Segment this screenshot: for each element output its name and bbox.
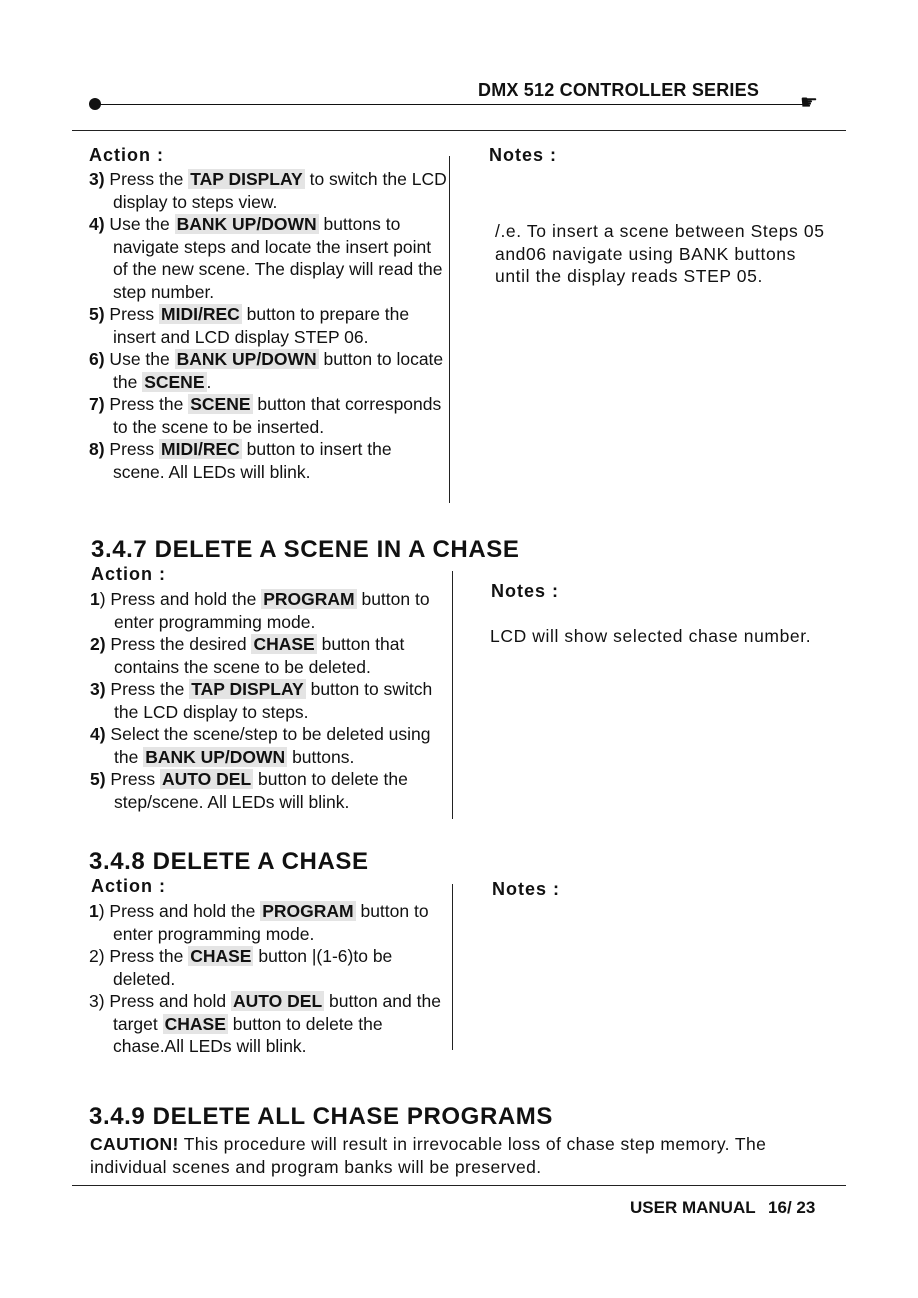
- step-item: 4) Use the BANK UP/DOWN buttons to navigate steps and locate the insert point of the new scene. The display will read the step number.: [89, 214, 443, 302]
- column-divider: [452, 884, 453, 1050]
- manual-label: USER MANUAL: [630, 1198, 756, 1217]
- step-item: 2) Press the desired CHASE button that contains the scene to be deleted.: [90, 634, 405, 677]
- key-label: BANK UP/DOWN: [176, 214, 317, 234]
- step-item: 8) Press MIDI/REC button to insert the scene. All LEDs will blink.: [89, 439, 392, 482]
- step-item: 6) Use the BANK UP/DOWN button to locate the SCENE .: [89, 349, 444, 392]
- notes-label: Notes :: [489, 145, 558, 165]
- key-label: MIDI/REC: [161, 439, 240, 459]
- series-title: DMX 512 CONTROLLER SERIES: [478, 80, 760, 100]
- footer: [630, 1198, 815, 1218]
- key-label: AUTO DEL: [233, 991, 323, 1011]
- header-line: [96, 104, 808, 105]
- top-divider: [72, 130, 846, 131]
- step-item: 3) Press the TAP DISPLAY to switch the LCD display to steps view.: [89, 169, 447, 212]
- key-label: AUTO DEL: [162, 769, 252, 789]
- key-label: CHASE: [190, 946, 252, 966]
- step-item: 5) Press AUTO DEL button to delete the step/scene. All LEDs will blink.: [90, 769, 408, 812]
- key-label: BANK UP/DOWN: [176, 349, 317, 369]
- notes-label: Notes :: [492, 879, 561, 899]
- key-label: MIDI/REC: [161, 304, 240, 324]
- step-item: 7) Press the SCENE button that corresponds to the scene to be inserted.: [89, 394, 442, 437]
- key-label: PROGRAM: [263, 589, 355, 609]
- step-item: 3) Press and hold AUTO DEL button and the target CHASE button to delete the chase.All LEDs will blink.: [89, 991, 441, 1056]
- key-label: TAP DISPLAY: [191, 679, 304, 699]
- section-heading: 3.4.7 DELETE A SCENE IN A CHASE: [91, 536, 520, 563]
- note-text: /.e. To insert a scene between Steps 05 and06 navigate using BANK buttons until the display reads STEP 05.: [495, 221, 825, 286]
- action-label: Action :: [91, 564, 166, 584]
- step-item: 5) Press MIDI/REC button to prepare the insert and LCD display STEP 06.: [89, 304, 410, 347]
- caution-label: CAUTION!: [90, 1134, 179, 1154]
- step-item: 2) Press the CHASE button |(1-6)to be deleted.: [89, 946, 393, 989]
- key-label: TAP DISPLAY: [190, 169, 303, 189]
- action-steps: [89, 900, 447, 1058]
- key-label: CHASE: [164, 1013, 226, 1034]
- bottom-divider: [72, 1185, 846, 1186]
- key-label: SCENE: [190, 394, 251, 414]
- note-text: LCD will show selected chase number.: [490, 626, 812, 646]
- key-label: CHASE: [253, 634, 315, 654]
- action-steps: [89, 168, 447, 483]
- step-item: 1) Press and hold the PROGRAM button to enter programming mode.: [89, 901, 429, 944]
- step-item: 3) Press the TAP DISPLAY button to switch the LCD display to steps.: [90, 679, 433, 722]
- action-label: Action :: [91, 876, 166, 896]
- column-divider: [452, 571, 453, 819]
- pointing-hand-icon: ☛: [800, 92, 818, 114]
- key-label: SCENE: [144, 371, 205, 392]
- key-label: BANK UP/DOWN: [145, 746, 286, 767]
- section-heading: 3.4.9 DELETE ALL CHASE PROGRAMS: [89, 1103, 554, 1130]
- step-item: 4) Select the scene/step to be deleted using the BANK UP/DOWN buttons.: [90, 724, 431, 767]
- action-label: Action :: [89, 145, 164, 165]
- section-heading: 3.4.8 DELETE A CHASE: [89, 848, 369, 875]
- key-label: PROGRAM: [262, 901, 354, 921]
- column-divider: [449, 156, 450, 503]
- step-item: 1) Press and hold the PROGRAM button to enter programming mode.: [90, 589, 430, 632]
- action-steps: [90, 588, 450, 813]
- caution-paragraph: CAUTION! This procedure will result in irrevocable loss of chase step memory. The individual scenes and program banks will be preserved.: [90, 1134, 767, 1177]
- notes-label: Notes :: [491, 581, 560, 601]
- page-number: 16/ 23: [768, 1198, 816, 1217]
